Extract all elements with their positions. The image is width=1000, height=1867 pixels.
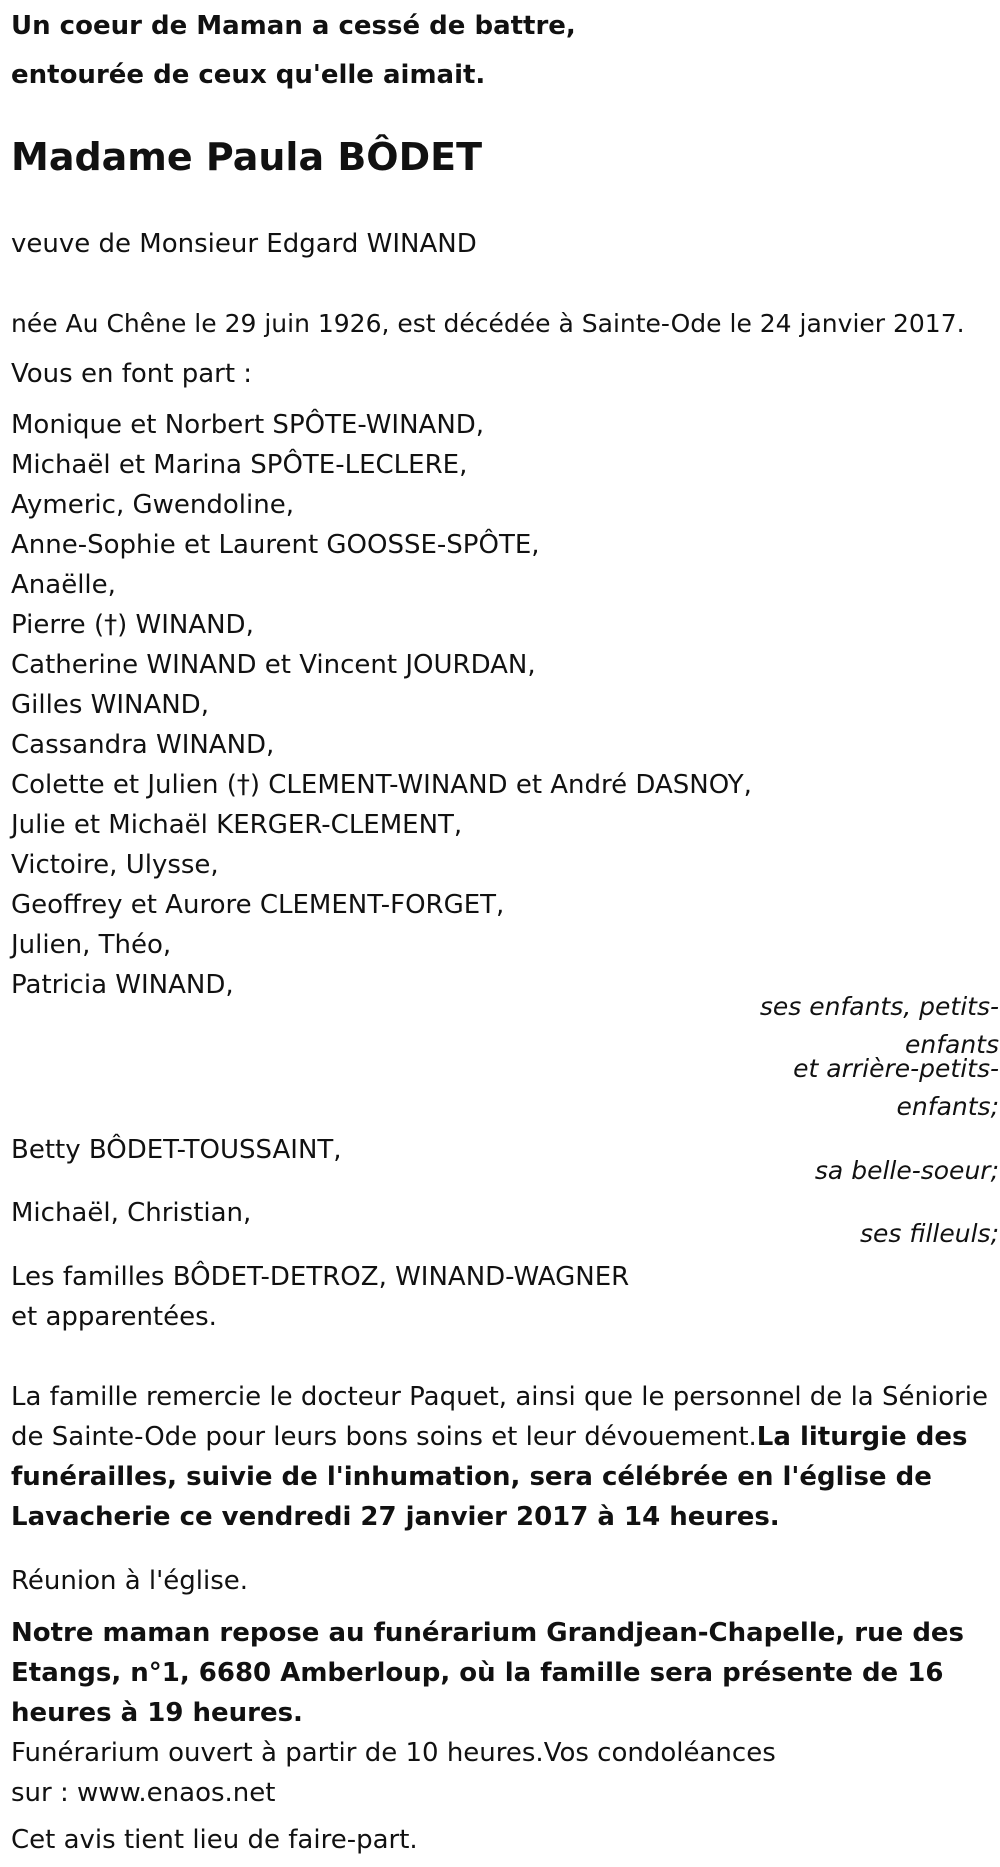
closing-text: Cet avis tient lieu de faire-part. [11, 1825, 418, 1855]
intro-line-1: Un coeur de Maman a cessé de battre, [11, 11, 576, 41]
family-member: Patricia WINAND, [11, 970, 234, 1000]
birth-death: née Au Chêne le 29 juin 1926, est décédée à Sainte-Ode le 24 janvier 2017. [11, 309, 965, 338]
family-member: Julien, Théo, [11, 930, 172, 960]
family-member: Geoffrey et Aurore CLEMENT-FORGET, [11, 890, 505, 920]
family-member: Cassandra WINAND, [11, 730, 275, 760]
family-member: Anne-Sophie et Laurent GOOSSE-SPÔTE, [11, 530, 540, 560]
widow-of: veuve de Monsieur Edgard WINAND [11, 229, 477, 259]
family-member: Michaël et Marina SPÔTE-LECLERE, [11, 450, 468, 480]
family-member: Victoire, Ulysse, [11, 850, 219, 880]
funeral-home-text: Notre maman repose au funérarium Grandjean-Chapelle, rue des Etangs, n°1, 6680 Amberloup, où la famille sera présente de 16 heures à 19 heures. [11, 1618, 965, 1728]
ceremony-text: La liturgie des funérailles, suivie de l'inhumation, sera célébrée en l'église de Lavacherie ce vendredi 27 janvier 2017 à 14 heures. [11, 1422, 968, 1532]
families-line-1: Les familles BÔDET-DETROZ, WINAND-WAGNER [11, 1262, 630, 1292]
intro-line-2: entourée de ceux qu'elle aimait. [11, 60, 486, 90]
opening-text: Funérarium ouvert à partir de 10 heures.Vos condoléances sur : www.enaos.net [11, 1738, 776, 1808]
announcement-intro: Vous en font part : [11, 359, 253, 389]
deceased-name: Madame Paula BÔDET [11, 135, 483, 179]
family-member: Monique et Norbert SPÔTE-WINAND, [11, 410, 485, 440]
families-line-2: et apparentées. [11, 1302, 217, 1332]
sister-in-law-label: sa belle-soeur; [814, 1156, 999, 1185]
family-member: Catherine WINAND et Vincent JOURDAN, [11, 650, 536, 680]
reunion-text: Réunion à l'église. [11, 1566, 249, 1596]
relation-children: ses enfants, petits-enfants [759, 992, 999, 1059]
family-member: Pierre (†) WINAND, [11, 610, 254, 640]
family-member: Gilles WINAND, [11, 690, 209, 720]
sister-in-law-name: Betty BÔDET-TOUSSAINT, [11, 1135, 342, 1165]
thanks-text: La famille remercie le docteur Paquet, ainsi que le personnel de la Séniorie de Sainte-Ode pour leurs bons soins et leur dévouement. [11, 1382, 989, 1452]
family-member: Anaëlle, [11, 570, 116, 600]
thanks-paragraph [11, 1377, 1000, 1537]
family-member: Aymeric, Gwendoline, [11, 490, 294, 520]
family-member: Julie et Michaël KERGER-CLEMENT, [11, 810, 463, 840]
relation-great-grandchildren: et arrière-petits-enfants; [793, 1054, 999, 1121]
godchildren-name: Michaël, Christian, [11, 1198, 252, 1228]
godchildren-label: ses filleuls; [859, 1219, 999, 1248]
family-member: Colette et Julien (†) CLEMENT-WINAND et André DASNOY, [11, 770, 752, 800]
